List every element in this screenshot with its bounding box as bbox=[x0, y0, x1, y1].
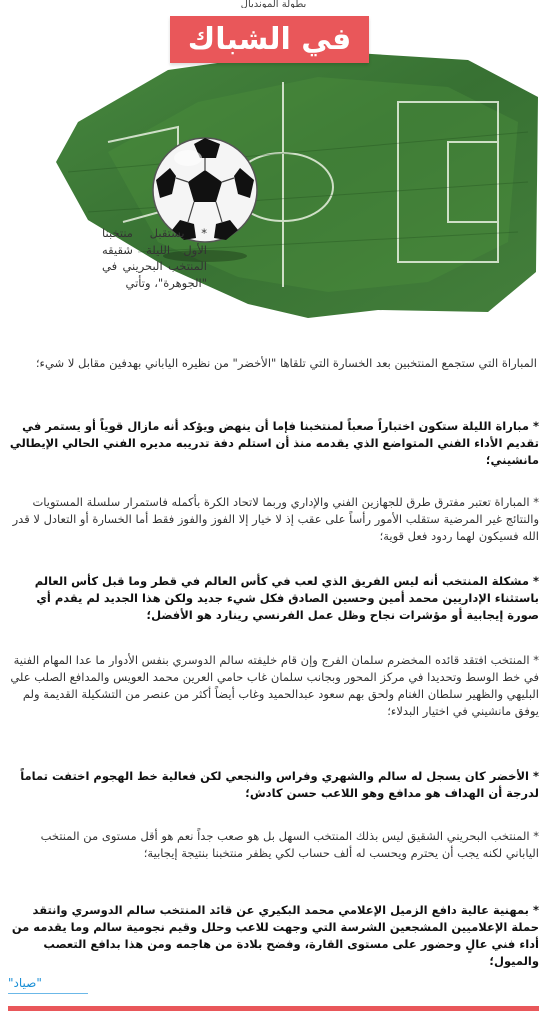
paragraph-3: * مشكلة المنتخب أنه ليس الفريق الذي لعب في كأس العالم في قطر وما قبل كأس العالم باستثناء الإداريين محمد أمين وحسين الصادق فكل شيء جديد ولكن هذا الجديد لم يقدم أي صورة إيجابية أو مؤشرات نجاح وظل عمل الفرنسي رينارد هو الأفضل؛ bbox=[34, 574, 539, 622]
paragraph-2: * المباراة تعتبر مفترق طرق للجهازين الفني والإداري وربما لاتحاد الكرة بأكمله فاستمرار سلسلة المستويات والنتائج غير المرضية ستقلب الأمور رأساً على عقب إذ لا خيار إلا الفوز والفوز فقط أما الخسارة أو التعادل لا قدر الله فسيكون لهما ردود فعل قوية؛ bbox=[12, 495, 539, 543]
column-title bbox=[170, 16, 369, 63]
intro-continued: المباراة التي ستجمع المنتخبين بعد الخسارة التي تلقاها "الأخضر" من نظيره الياباني بهدفين مقابل لا شيء؛ bbox=[35, 356, 537, 370]
paragraph-6: * المنتخب البحريني الشقيق ليس بذلك المنتخب السهل بل هو صعب جداً نعم هو أقل مستوى من المنتخب الياباني لكنه يجب أن يحترم ويحسب له ألف حساب لكي يظفر منتخبنا بنتيجة إيجابية؛ bbox=[40, 829, 539, 860]
paragraph-1: * مباراة الليلة ستكون اختباراً صعباً لمنتخبنا فإما أن ينهض ويؤكد أنه مازال قوياً أو يستمر في تقديم الأداء الفني المتواضع الذي يقدمه منذ أن استلم دفة تدريبه مديره الفني الحالي الإيطالي مانشيني؛ bbox=[9, 419, 539, 467]
column-title-text: في الشباك bbox=[187, 22, 352, 57]
section-kicker: بطولة المونديال bbox=[240, 0, 307, 8]
author-signature: "صياد" bbox=[8, 976, 42, 990]
intro-narrow: * يستقبل منتخبنا الأول الليلة شقيقه المنتخب البحريني في "الجوهرة"، وتأتي bbox=[102, 226, 207, 290]
paragraph-5: * الأخضر كان يسجل له سالم والشهري وفراس والنجعي لكن فعالية خط الهجوم اختفت تماماً لدرجة أن الهداف هو مدافع وهو اللاعب حسن كادش؛ bbox=[20, 769, 539, 800]
paragraph-7: * بمهنية عالية دافع الزميل الإعلامي محمد البكيري عن قائد المنتخب سالم الدوسري وانتقد حملة الإعلاميين المشجعين الشرسة التي وجهت للاعب وحلل وقيم نجومية سالم وما يقدمه من أداء فني عالٍ وحضور على مستوى القارة، وفضح بلادة من هاجمه ومن هذا بدافع التعصب والميول؛ bbox=[11, 903, 539, 968]
signature-underline bbox=[8, 993, 88, 994]
paragraph-4: * المنتخب افتقد قائده المخضرم سلمان الفرج وإن قام خليفته سالم الدوسري بنفس الأدوار ما عدا المهام الفنية في خط الوسط وتحديدا في مركز المحور وبجانب سلمان غاب حامي العرين محمد العويس والمدافع الصلب علي البليهي والظهير سلطان الغنام ولحق بهم سعود عبدالحميد وغاب أيضاً أكثر من عنصر من التشكيلة القديمة ولم يوفق مانشيني في اختيار البدلاء؛ bbox=[10, 653, 539, 718]
bottom-accent-bar bbox=[8, 1006, 539, 1011]
